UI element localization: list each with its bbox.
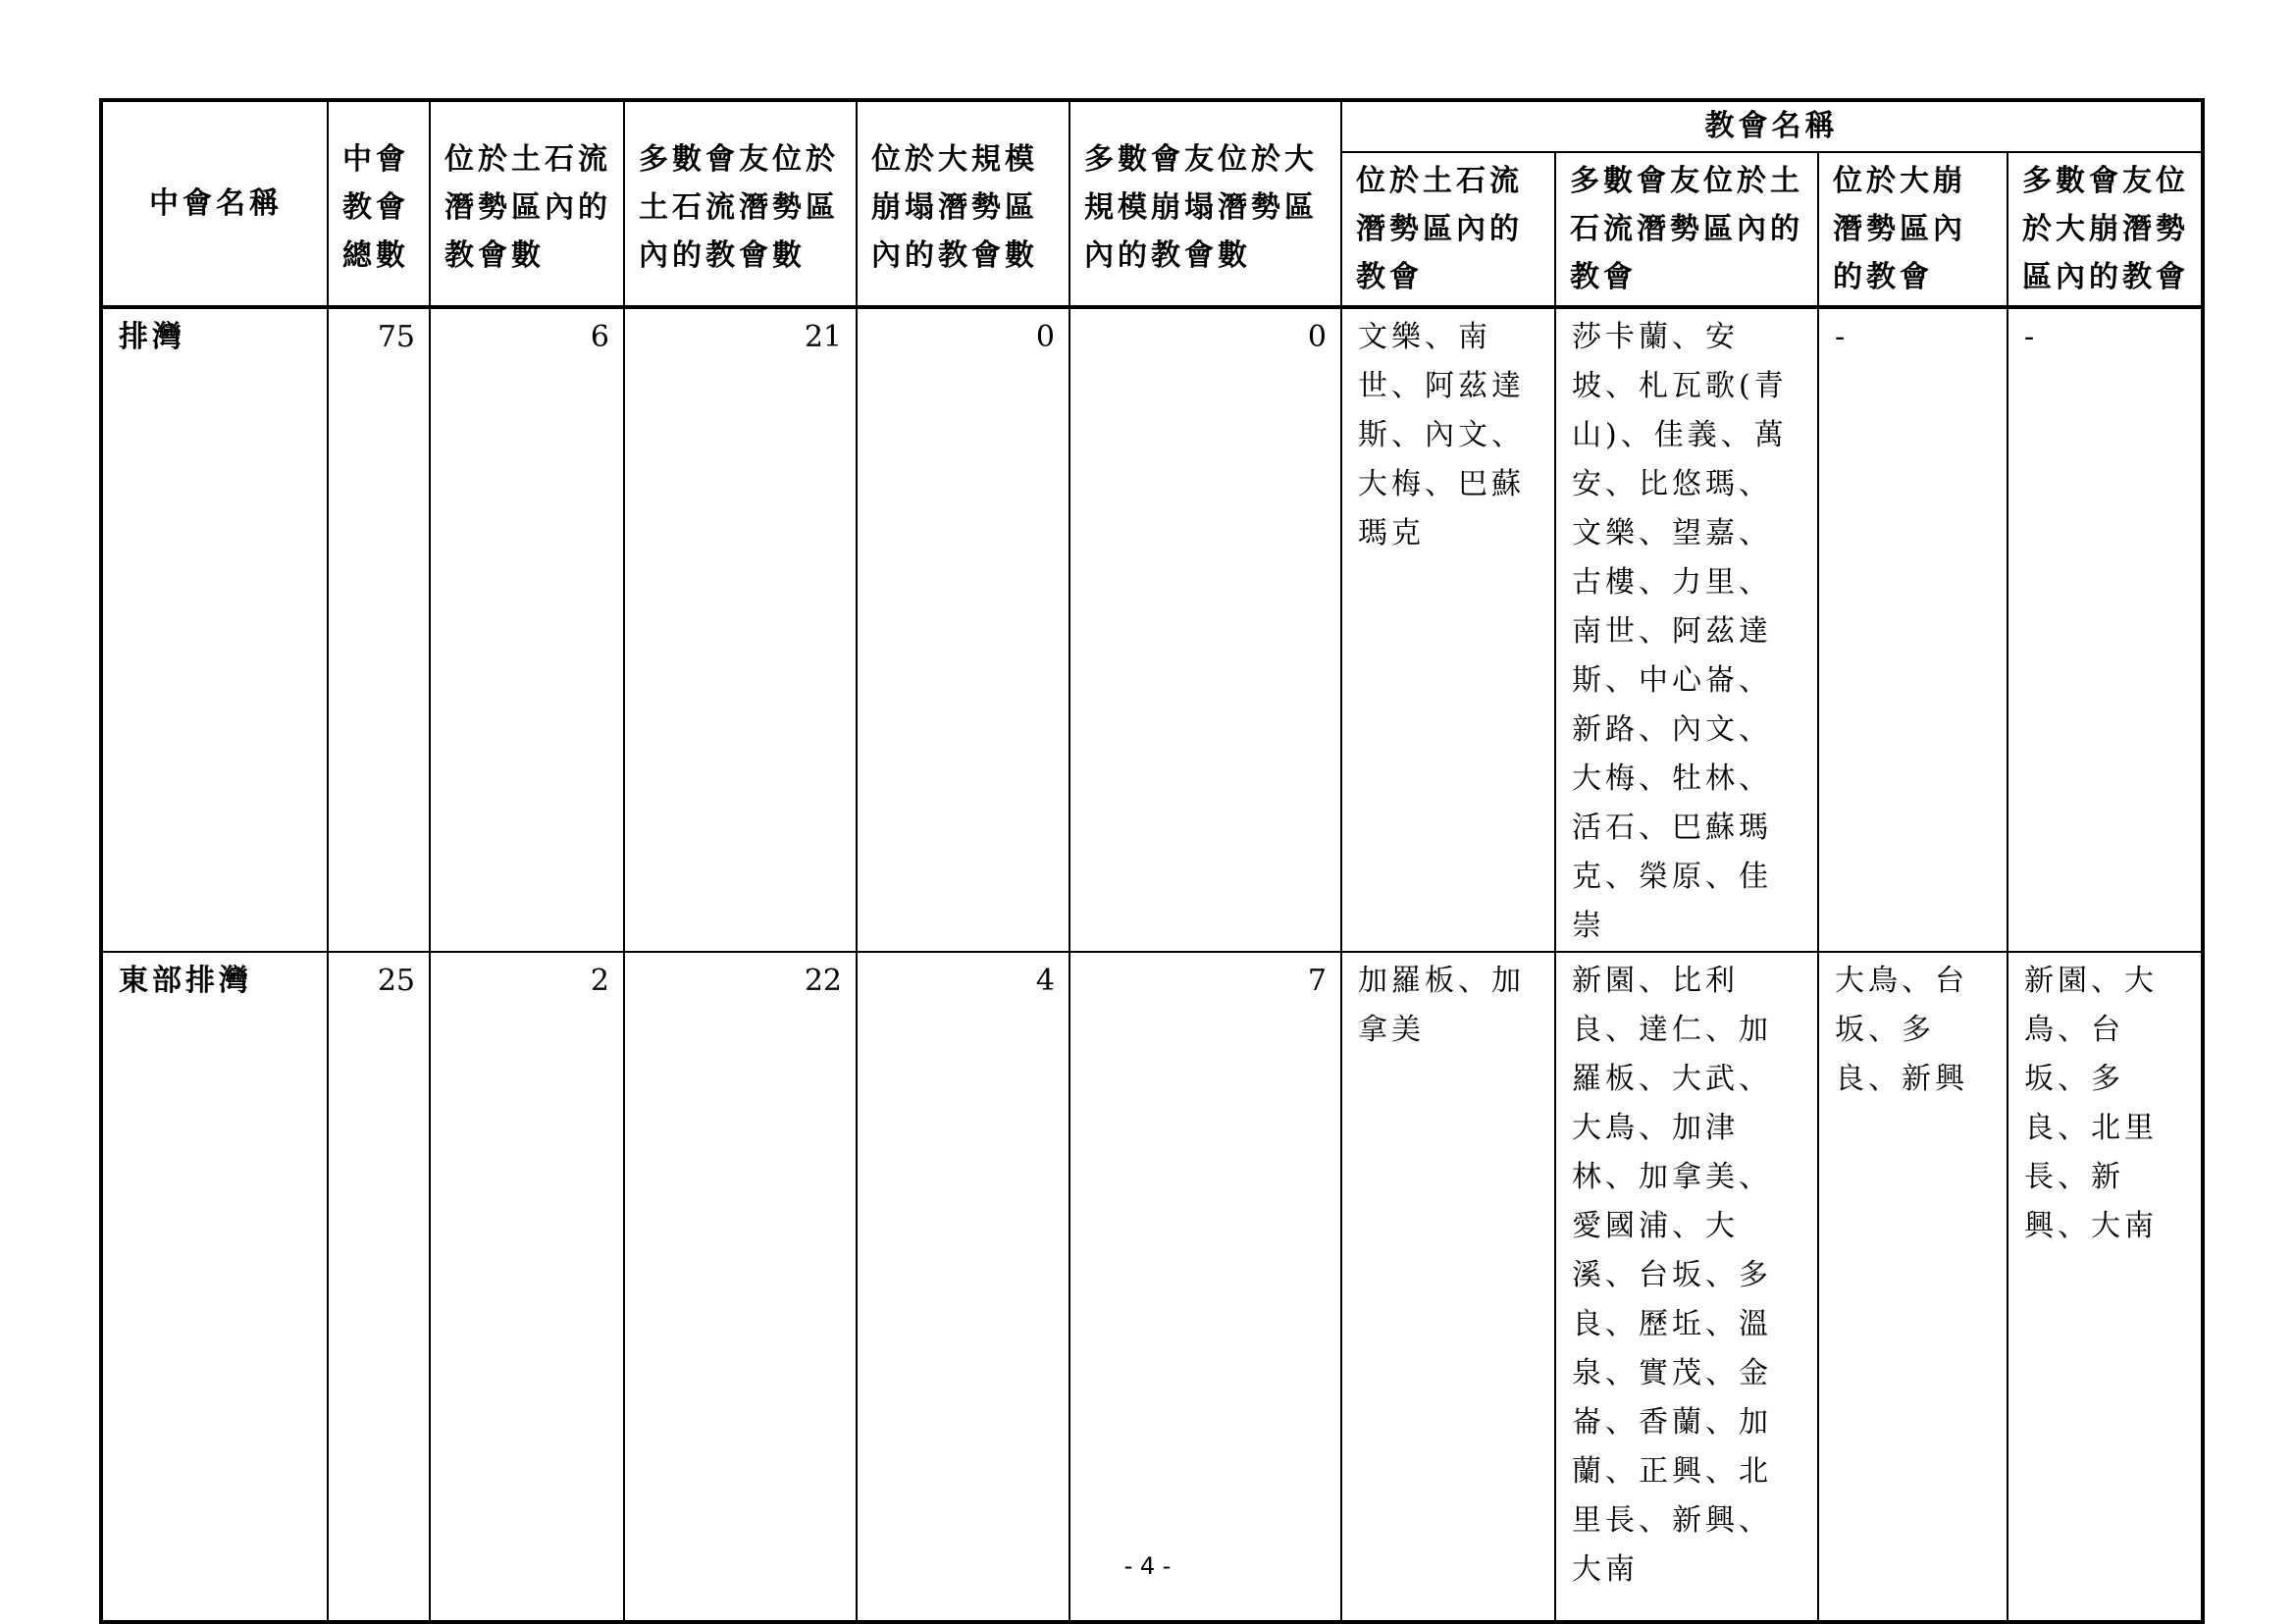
cell-in-debris-names: 加羅板、加拿美: [1341, 952, 1555, 1622]
cell-majority-landslide-names: -: [2008, 307, 2203, 952]
cell-in-landslide: 0: [857, 307, 1069, 952]
cell-in-landslide: 4: [857, 952, 1069, 1622]
cell-majority-debris: 22: [624, 952, 857, 1622]
cell-total: 25: [328, 952, 430, 1622]
cell-majority-landslide: 7: [1069, 952, 1341, 1622]
header-in-landslide: 位於大規模崩塌潛勢區內的教會數: [857, 100, 1069, 307]
header-majority-landslide: 多數會友位於大規模崩塌潛勢區內的教會數: [1069, 100, 1341, 307]
church-risk-table-container: [99, 98, 2205, 1624]
cell-total: 75: [328, 307, 430, 952]
header-church-names: 教會名稱: [1341, 100, 2203, 152]
header-sub-in-landslide: 位於大崩潛勢區內的教會: [1818, 152, 2008, 307]
header-sub-majority-landslide: 多數會友位於大崩潛勢區內的教會: [2008, 152, 2203, 307]
header-in-debris: 位於土石流潛勢區內的教會數: [430, 100, 624, 307]
church-risk-table: [99, 98, 2205, 1624]
header-row-1: [101, 100, 2203, 152]
cell-majority-landslide: 0: [1069, 307, 1341, 952]
table-row: [101, 952, 2203, 1622]
cell-presbytery: 東部排灣: [101, 952, 328, 1622]
header-total: 中會教會總數: [328, 100, 430, 307]
header-presbytery: 中會名稱: [101, 100, 328, 307]
header-majority-debris: 多數會友位於土石流潛勢區內的教會數: [624, 100, 857, 307]
cell-majority-debris: 21: [624, 307, 857, 952]
cell-majority-debris-names: 新園、比利良、達仁、加羅板、大武、大鳥、加津林、加拿美、愛國浦、大溪、台坂、多良、歷坵、溫泉、實茂、金崙、香蘭、加蘭、正興、北里長、新興、大南: [1555, 952, 1818, 1622]
cell-in-debris: 2: [430, 952, 624, 1622]
cell-in-landslide-names: -: [1818, 307, 2008, 952]
cell-majority-debris-names: 莎卡蘭、安坡、札瓦歌(青山)、佳義、萬安、比悠瑪、文樂、望嘉、古樓、力里、南世、阿茲達斯、中心崙、新路、內文、大梅、牡林、活石、巴蘇瑪克、榮原、佳崇: [1555, 307, 1818, 952]
cell-in-debris-names: 文樂、南世、阿茲達斯、內文、大梅、巴蘇瑪克: [1341, 307, 1555, 952]
header-sub-in-debris: 位於土石流潛勢區內的教會: [1341, 152, 1555, 307]
cell-in-debris: 6: [430, 307, 624, 952]
cell-majority-landslide-names: 新園、大鳥、台坂、多良、北里長、新興、大南: [2008, 952, 2203, 1622]
cell-presbytery: 排灣: [101, 307, 328, 952]
cell-in-landslide-names: 大鳥、台坂、多良、新興: [1818, 952, 2008, 1622]
page-number: - 4 -: [1123, 1552, 1172, 1580]
header-sub-majority-debris: 多數會友位於土石流潛勢區內的教會: [1555, 152, 1818, 307]
table-row: [101, 307, 2203, 952]
